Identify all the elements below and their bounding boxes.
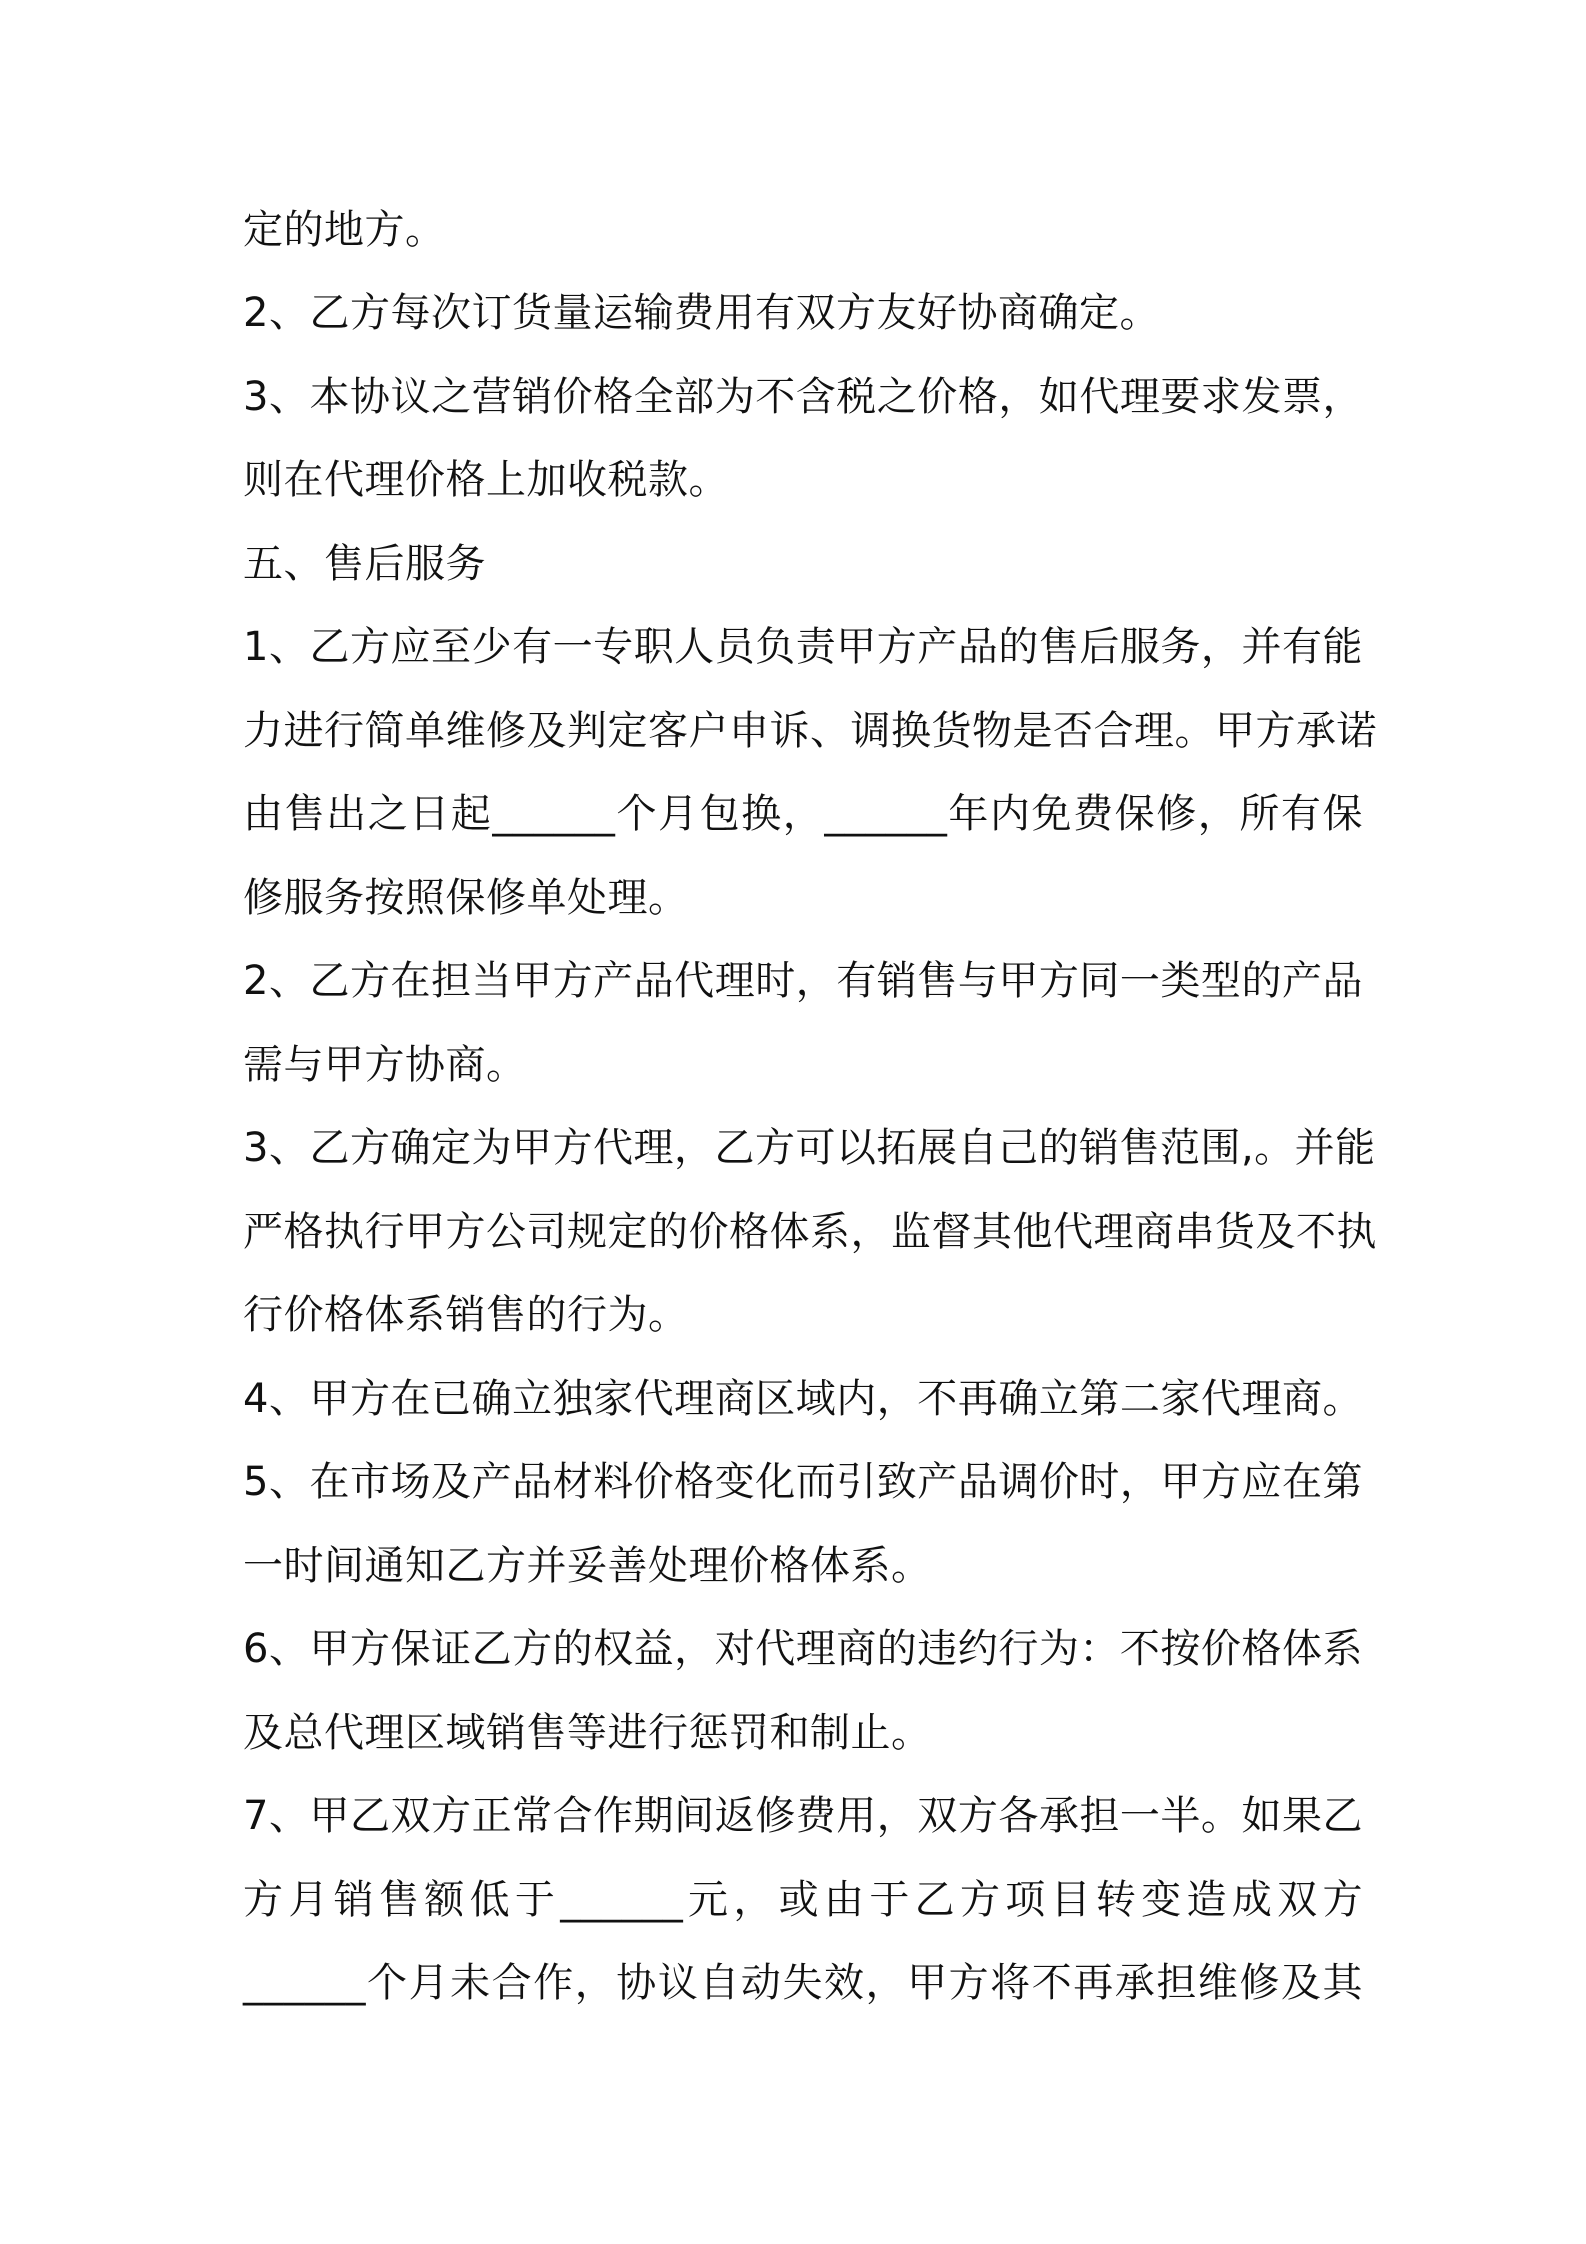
text-line: 力进行简单维修及判定客户申诉、调换货物是否合理。甲方承诺: [243, 708, 1377, 754]
text-line: 5、在市场及产品材料价格变化而引致产品调价时，甲方应在第: [243, 1459, 1363, 1505]
text-line: 及总代理区域销售等进行惩罚和制止。: [243, 1710, 932, 1756]
text-line: 4、甲方在已确立独家代理商区域内，不再确立第二家代理商。: [243, 1376, 1363, 1422]
text-line: 方月销售额低于______元，或由于乙方项目转变造成双方: [243, 1877, 1363, 1923]
text-line: 由售出之日起______个月包换，______年内免费保修，所有保: [243, 791, 1363, 837]
text-line: 一时间通知乙方并妥善处理价格体系。: [243, 1543, 932, 1589]
text-line: 7、甲乙双方正常合作期间返修费用，双方各承担一半。如果乙: [243, 1793, 1363, 1839]
text-line: 3、本协议之营销价格全部为不含税之价格，如代理要求发票，: [243, 374, 1363, 420]
text-line: 2、乙方每次订货量运输费用有双方友好协商确定。: [243, 290, 1160, 336]
text-line: 严格执行甲方公司规定的价格体系，监督其他代理商串货及不执: [243, 1209, 1377, 1255]
text-line: 1、乙方应至少有一专职人员负责甲方产品的售后服务，并有能: [243, 624, 1363, 670]
text-line: 6、甲方保证乙方的权益，对代理商的违约行为：不按价格体系: [243, 1626, 1363, 1672]
section-heading: 五、售后服务: [243, 541, 486, 587]
text-line: ______个月未合作，协议自动失效，甲方将不再承担维修及其: [243, 1960, 1363, 2006]
text-line: 行价格体系销售的行为。: [243, 1292, 689, 1338]
text-line: 修服务按照保修单处理。: [243, 875, 689, 921]
text-line: 需与甲方协商。: [243, 1042, 527, 1088]
text-line: 则在代理价格上加收税款。: [243, 457, 729, 503]
text-line: 2、乙方在担当甲方产品代理时，有销售与甲方同一类型的产品: [243, 958, 1363, 1004]
text-line: 3、乙方确定为甲方代理，乙方可以拓展自己的销售范围,。并能: [243, 1125, 1376, 1171]
text-line: 定的地方。: [243, 207, 446, 253]
